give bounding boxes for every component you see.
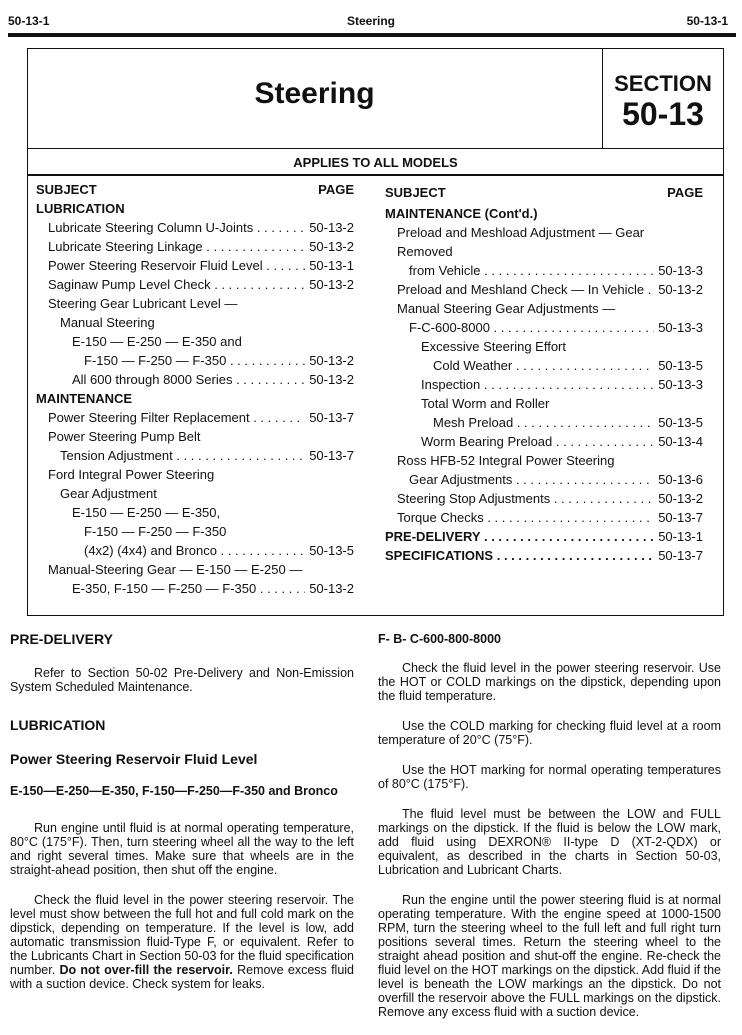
toc-entry-page: 50-13-2 <box>658 282 703 297</box>
page-header: PAGE <box>667 185 703 200</box>
toc-entry-line: Steering Gear Lubricant Level — <box>48 296 238 311</box>
toc-left-column <box>36 180 354 598</box>
toc-entry-line: Total Worm and Roller <box>421 396 550 411</box>
toc-entry-page: 50-13-3 <box>658 320 703 335</box>
section-label: SECTION <box>614 71 712 96</box>
page-number-left: 50-13-1 <box>8 14 50 28</box>
subject-header: SUBJECT <box>36 182 97 197</box>
running-title: Steering <box>346 14 395 28</box>
paragraph: Use the COLD marking for checking fluid level at a room temperature of 20°C (75°F). <box>378 719 721 747</box>
toc-entry <box>385 527 703 546</box>
lubrication-heading: LUBRICATION <box>10 717 106 733</box>
toc-entry-page: 50-13-3 <box>658 377 703 392</box>
toc-section-heading: LUBRICATION <box>36 201 125 216</box>
toc-entry-title: Gear Adjustments . . . <box>409 470 654 489</box>
toc-section-heading: MAINTENANCE (Cont'd.) <box>385 206 538 221</box>
toc-entry-page: 50-13-1 <box>309 258 354 273</box>
toc-entry-line: Manual Steering Gear Adjustments — <box>397 301 616 316</box>
toc-entry-title: F-C-600-8000 . . . <box>409 318 654 337</box>
toc-entry <box>385 470 703 489</box>
toc-entry-title: Tension Adjustment . . . <box>60 446 305 465</box>
toc-entry-title: Mesh Preload . . . <box>433 413 654 432</box>
toc-entry <box>385 432 703 451</box>
page-title: Steering <box>254 77 375 110</box>
toc-right-column <box>385 183 703 565</box>
models-heading: E-150—E-250—E-350, F-150—F-250—F-350 and Bronco <box>10 784 338 798</box>
toc-left-list <box>36 199 354 598</box>
reservoir-heading: Power Steering Reservoir Fluid Level <box>10 751 258 767</box>
toc-entry-title: Preload and Meshland Check — In Vehicle . . . <box>397 280 654 299</box>
paragraph: Check the fluid level in the power steering reservoir. Use the HOT or COLD markings on the dipstick, depending upon the fluid temperature. <box>378 661 721 703</box>
toc-entry-title: Lubricate Steering Column U-Joints . . . <box>48 218 305 237</box>
body-right-column <box>378 632 721 1035</box>
toc-entry <box>36 370 354 389</box>
toc-entry <box>385 546 703 565</box>
applies-line: APPLIES TO ALL MODELS <box>293 155 458 170</box>
toc-entry-title: from Vehicle . . . <box>409 261 654 280</box>
section-number: 50-13 <box>622 96 704 132</box>
toc-section-heading: MAINTENANCE <box>36 391 133 406</box>
toc-entry <box>385 280 703 299</box>
toc-entry-line: Excessive Steering Effort <box>421 339 566 354</box>
toc-entry-title: Steering Stop Adjustments . . . <box>397 489 654 508</box>
toc-entry-page: 50-13-2 <box>309 372 354 387</box>
warning-text: Do not over-fill the reservoir. <box>59 963 233 977</box>
toc-entry-page: 50-13-5 <box>309 543 354 558</box>
toc-entry-line: Preload and Meshload Adjustment — Gear Removed <box>397 225 645 259</box>
toc-entry <box>36 351 354 370</box>
toc-entry-line: Ross HFB-52 Integral Power Steering <box>397 453 615 468</box>
toc-entry-title: Power Steering Filter Replacement . . . <box>48 408 305 427</box>
toc-entry-page: 50-13-7 <box>658 548 703 563</box>
toc-entry-page: 50-13-2 <box>309 277 354 292</box>
toc-entry-title: Worm Bearing Preload . . . <box>421 432 654 451</box>
toc-entry-page: 50-13-2 <box>309 581 354 596</box>
toc-entry-title: Power Steering Reservoir Fluid Level . . . <box>48 256 305 275</box>
toc-entry-page: 50-13-3 <box>658 263 703 278</box>
toc-entry-line: Manual Steering <box>60 315 155 330</box>
section-box <box>602 49 723 148</box>
toc-entry-page: 50-13-2 <box>309 239 354 254</box>
pre-delivery-heading: PRE-DELIVERY <box>10 631 113 647</box>
toc-entry <box>385 356 703 375</box>
toc-entry-page: 50-13-7 <box>309 448 354 463</box>
toc-entry-title: Saginaw Pump Level Check . . . <box>48 275 305 294</box>
paragraph: Run engine until fluid is at normal operating temperature, 80°C (175°F). Then, turn steering wheel all the way to the left and right several times. Make sure that wheels are in the straight-ahead position, then shut off the engine. <box>10 821 354 877</box>
toc-entry-page: 50-13-7 <box>309 410 354 425</box>
toc-entry <box>385 489 703 508</box>
toc-header <box>385 183 703 202</box>
body-left-column <box>10 632 354 1007</box>
toc-entry-line: Power Steering Pump Belt <box>48 429 201 444</box>
toc-entry-page: 50-13-1 <box>658 529 703 544</box>
toc-entry-line: Ford Integral Power Steering <box>48 467 215 482</box>
toc-header <box>36 180 354 199</box>
model-series-heading: F- B- C-600-800-8000 <box>378 632 501 646</box>
toc-entry <box>385 261 703 280</box>
toc-entry <box>36 218 354 237</box>
paragraph: Use the HOT marking for normal operating temperatures of 80°C (175°F). <box>378 763 721 791</box>
toc-entry <box>36 256 354 275</box>
toc-entry-line: Gear Adjustment <box>60 486 157 501</box>
toc-entry-title: E-350, F-150 — F-250 — F-350 . . . <box>72 579 305 598</box>
toc-entry-page: 50-13-5 <box>658 415 703 430</box>
toc-entry-title: F-150 — F-250 — F-350 . . . <box>84 351 305 370</box>
toc-entry-page: 50-13-2 <box>309 220 354 235</box>
toc-entry-page: 50-13-4 <box>658 434 703 449</box>
paragraph: The fluid level must be between the LOW and FULL markings on the dipstick. If the fluid is below the LOW mark, add fluid using DEXRON® II-type D (XT-2-QDX) or equivalent, as described in the charts in Section 50-03, Lubrication and Lubricant Charts. <box>378 807 721 877</box>
toc-entry-title: (4x2) (4x4) and Bronco . . . <box>84 541 305 560</box>
page-header: PAGE <box>318 182 354 197</box>
toc-entry <box>385 508 703 527</box>
paragraph: Run the engine until the power steering fluid is at normal operating temperature. With the engine speed at 1000-1500 RPM, turn the steering wheel to the full left and full right turn positions several times. Return the steering wheel to the straight ahead position and shut-off the engine. Re-check the fluid level on the HOT markings on the dipstick. Add fluid if the level is beneath the LOW markings an the dipstick. Do not overfill the reservoir above the FULL markings on the dipstick. Remove any excess fluid with a suction device. <box>378 893 722 1019</box>
toc-entry-title: Torque Checks . . . <box>397 508 654 527</box>
toc-entry-line: F-150 — F-250 — F-350 <box>84 524 227 539</box>
applies-rule <box>28 174 723 176</box>
toc-entry-line: E-150 — E-250 — E-350, <box>72 505 221 520</box>
toc-entry <box>36 579 354 598</box>
toc-entry <box>36 237 354 256</box>
toc-entry-title: Cold Weather . . . <box>433 356 654 375</box>
toc-entry <box>385 413 703 432</box>
header-rule <box>8 33 736 37</box>
toc-entry <box>36 541 354 560</box>
toc-entry <box>385 318 703 337</box>
toc-entry-title: All 600 through 8000 Series . . . <box>72 370 305 389</box>
page-number-right: 50-13-1 <box>686 14 728 28</box>
toc-entry <box>36 408 354 427</box>
toc-entry-title: Lubricate Steering Linkage . . . <box>48 237 305 256</box>
toc-entry-title: SPECIFICATIONS . . . <box>385 546 654 565</box>
toc-entry-page: 50-13-5 <box>658 358 703 373</box>
paragraph: Check the fluid level in the power steering reservoir. The level must show between the full hot and full cold mark on the dipstick, depending on temperature. If the level is low, add automatic transmission fluid-Type F, or equivalent. Refer to the Lubricants Chart in Section 50-03 for the fluid specification number. Do not over-fill the reservoir. Remove excess fluid with a suction device. Check system for leaks. <box>10 893 355 991</box>
toc-entry-page: 50-13-2 <box>309 353 354 368</box>
toc-entry-title: Inspection . . . <box>421 375 654 394</box>
toc-entry-line: E-150 — E-250 — E-350 and <box>72 334 242 349</box>
subject-header: SUBJECT <box>385 185 446 200</box>
toc-entry-page: 50-13-6 <box>658 472 703 487</box>
pre-delivery-paragraph: Refer to Section 50-02 Pre-Delivery and Non-Emission System Scheduled Maintenance. <box>10 666 354 694</box>
toc-entry-title: PRE-DELIVERY . . . <box>385 527 654 546</box>
toc-entry <box>36 446 354 465</box>
toc-right-list <box>385 204 703 565</box>
toc-entry-page: 50-13-2 <box>658 491 703 506</box>
title-row <box>28 49 723 149</box>
toc-entry <box>36 275 354 294</box>
toc-entry <box>385 375 703 394</box>
toc-entry-page: 50-13-7 <box>658 510 703 525</box>
toc-entry-line: Manual-Steering Gear — E-150 — E-250 — <box>48 562 303 577</box>
